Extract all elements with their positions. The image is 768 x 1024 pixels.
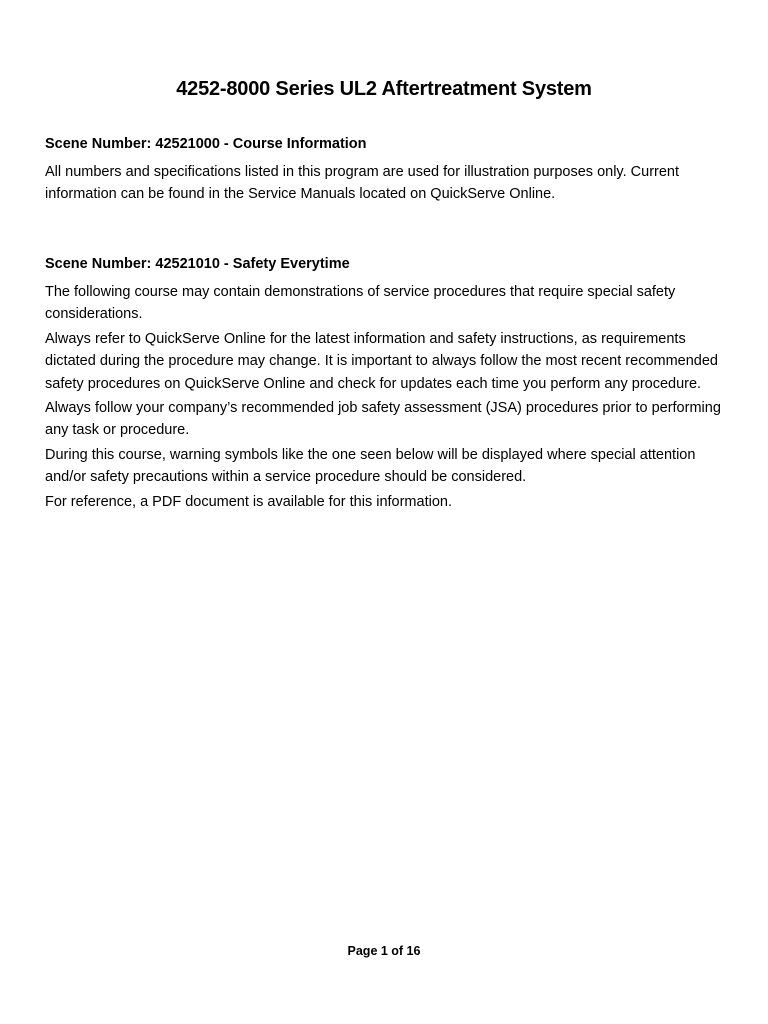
document-title: 4252-8000 Series UL2 Aftertreatment System [176, 78, 592, 100]
paragraph: Always refer to QuickServe Online for the latest information and safety instructions, as requirements dictated during the procedure may change. It is important to always follow the most recent recommended safety procedures on QuickServe Online and check for updates each time you perform any procedure. [45, 330, 718, 392]
paragraph: Always follow your company’s recommended job safety assessment (JSA) procedures prior to performing any task or procedure. [45, 400, 721, 439]
paragraph: For reference, a PDF document is available for this information. [45, 493, 452, 510]
page-number-footer: Page 1 of 16 [347, 944, 421, 958]
scene-heading: Scene Number: 42521000 - Course Information [45, 136, 367, 152]
paragraph: All numbers and specifications listed in this program are used for illustration purposes only. Current information can be found in the Service Manuals located on QuickServe Online. [45, 164, 680, 203]
paragraph: The following course may contain demonstrations of service procedures that require special safety considerations. [45, 284, 676, 323]
scene-heading: Scene Number: 42521010 - Safety Everytime [45, 256, 350, 272]
scene-course-information [45, 134, 735, 208]
scene-safety-everytime [45, 254, 735, 515]
paragraph: During this course, warning symbols like the one seen below will be displayed where special attention and/or safety precautions within a service procedure should be considered. [45, 446, 696, 486]
